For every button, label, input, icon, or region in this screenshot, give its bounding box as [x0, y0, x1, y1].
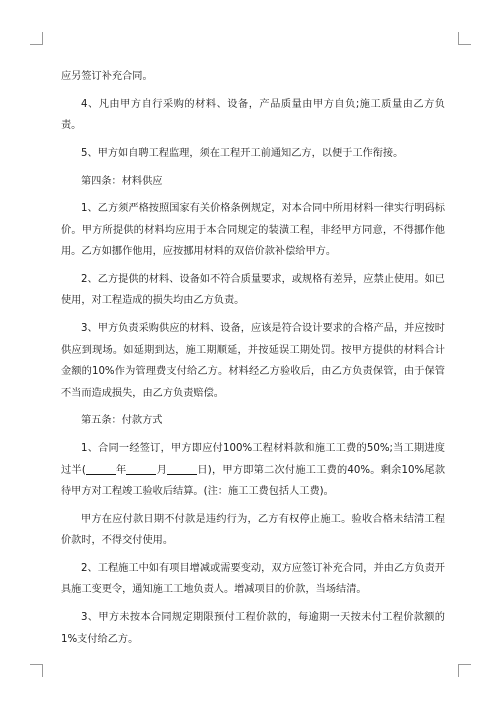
section-heading-article-5: 第五条：付款方式 [81, 415, 163, 427]
clause-5-1-month-label: 月 [156, 464, 168, 476]
blank-month-field [126, 463, 156, 475]
paragraph-clause-5-2: 2、工程施工中如有项目增减或需要变动，双方应签订补充合同，并由乙方负责开具施工变更令，通知施工工地负责人。增减项目的价款，当场结清。 [61, 562, 445, 596]
section-heading-article-4: 第四条：材料供应 [81, 175, 163, 187]
document-body [61, 66, 445, 656]
paragraph-clause-5-1 [61, 438, 445, 503]
crop-mark-top-left [30, 32, 43, 45]
paragraph-clause-3-5: 5、甲方如自聘工程监理，须在工程开工前通知乙方，以便于工作衔接。 [81, 147, 404, 159]
crop-mark-bottom-left [30, 664, 43, 677]
paragraph-continuation: 应另签订补充合同。 [61, 71, 153, 82]
clause-5-1-text-b: 日)，甲方即第二次付施工工费的40%。剩余10%尾款待甲方对工程竣工验收后结算。(注：施工工费包括人工费)。 [61, 464, 446, 497]
paragraph-clause-3-4: 4、凡由甲方自行采购的材料、设备，产品质量由甲方自负;施工质量由乙方负责。 [61, 98, 445, 132]
crop-mark-top-right [458, 32, 471, 45]
clause-5-1-year-label: 年 [115, 464, 127, 476]
blank-year-field [86, 463, 116, 475]
paragraph-clause-4-1: 1、乙方须严格按照国家有关价格条例规定，对本合同中所用材料一律实行明码标价。甲方所提供的材料均应用于本合同规定的装潢工程，非经甲方同意，不得挪作他用。乙方如挪作他用，应按挪用材料的双倍价款补偿给甲方。 [61, 203, 445, 258]
paragraph-clause-5-3: 3、甲方未按本合同规定期限预付工程价款的，每逾期一天按未付工程价款额的1%支付给乙方。 [61, 612, 445, 645]
paragraph-clause-4-2: 2、乙方提供的材料、设备如不符合质量要求，或规格有差异，应禁止使用。如已使用，对工程造成的损失均由乙方负责。 [61, 273, 445, 307]
crop-mark-bottom-right [458, 664, 471, 677]
clause-5-1-text-a: 1、合同一经签订，甲方即应付100%工程材料款和施工工费的50%;当工期进度过半( [61, 443, 445, 476]
paragraph-clause-4-3: 3、甲方负责采购供应的材料、设备，应该是符合设计要求的合格产品，并应按时供应到现场。如延期到达，施工期顺延，并按延误工期处罚。按甲方提供的材料合计金额的10%作为管理费支付给乙方。材料经乙方验收后，由乙方负责保管，由于保管不当而造成损失，由乙方负责赔偿。 [61, 323, 445, 399]
blank-day-field [167, 463, 197, 475]
paragraph-payment-default: 甲方在应付款日期不付款是违约行为，乙方有权停止施工。验收合格未结清工程价款时，不得交付使用。 [61, 513, 445, 547]
